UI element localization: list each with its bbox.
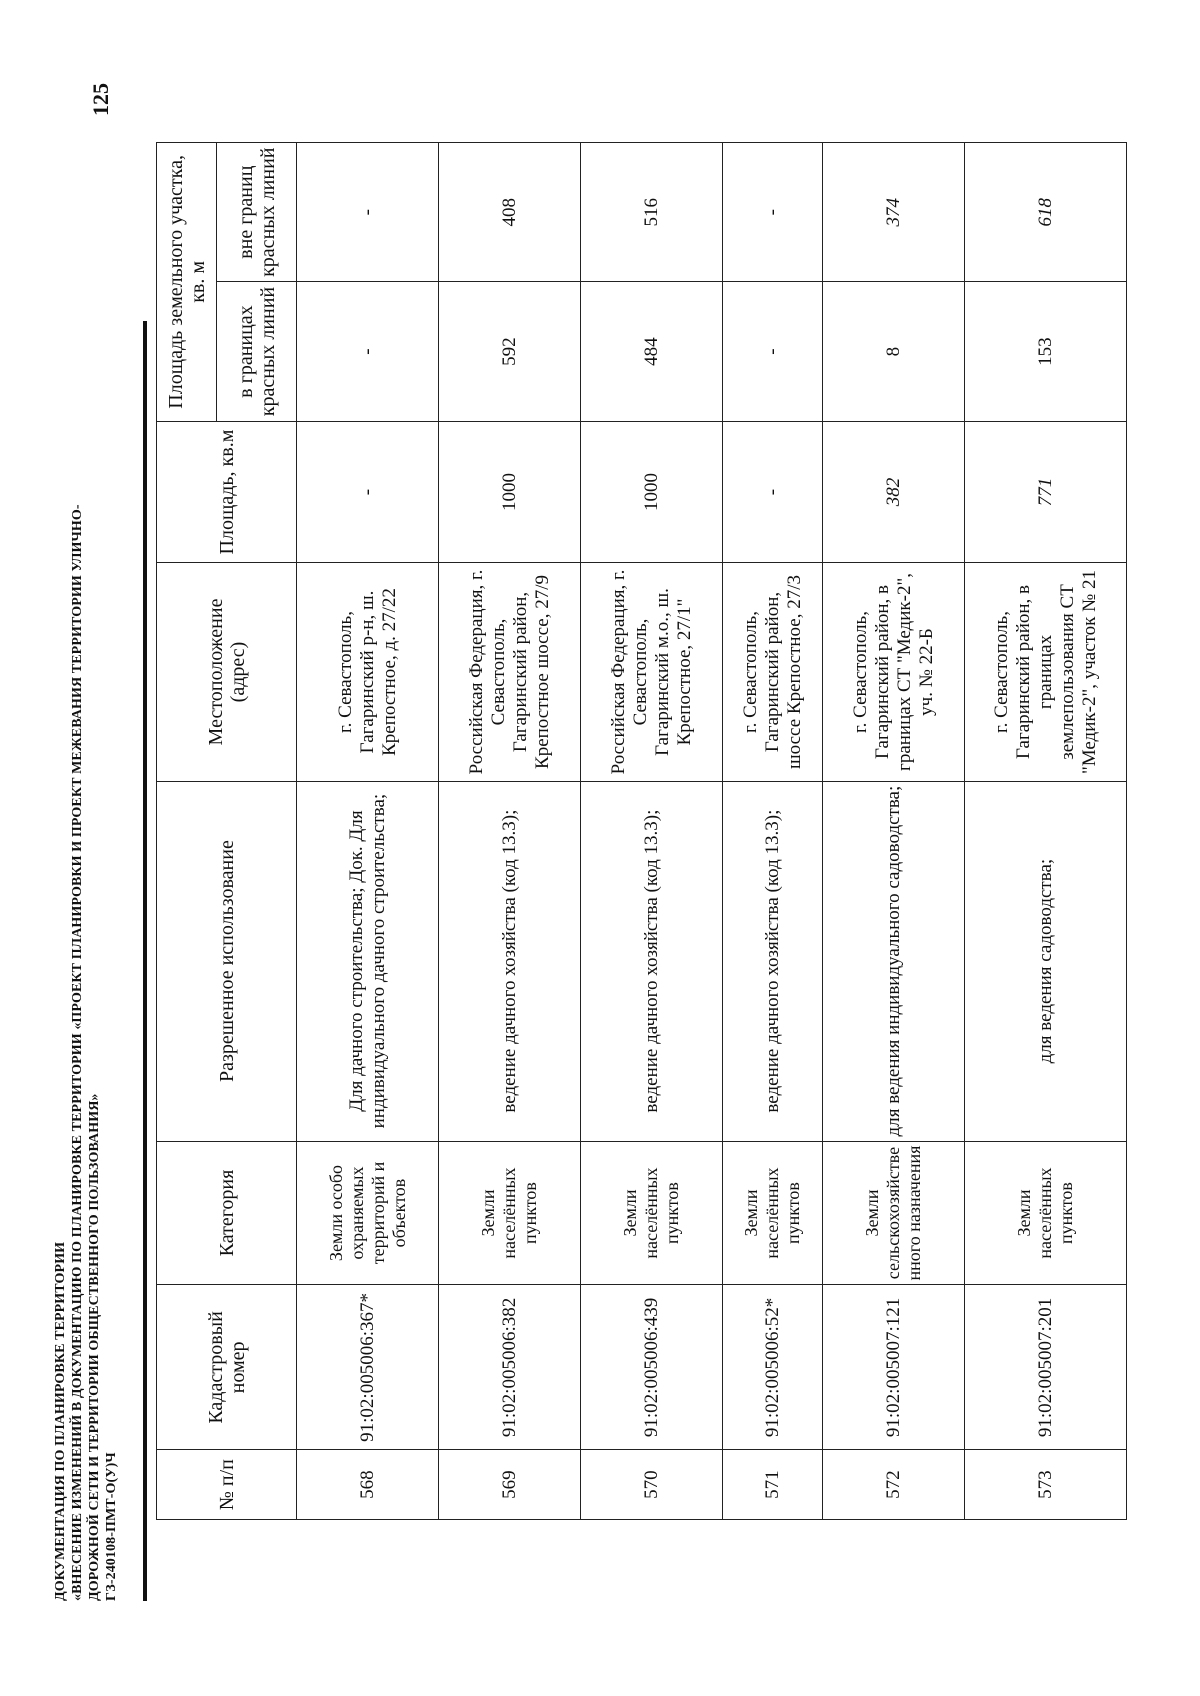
cell-num: 568 (297, 1450, 439, 1520)
cell-cadastral: 91:02:005006:382 (439, 1285, 581, 1450)
cell-area: 382 (823, 421, 965, 563)
table-row (439, 143, 581, 1520)
cell-category: Земли населённых пунктов (439, 1141, 581, 1285)
cell-location: г. Севастополь, Гагаринский р-н, ш. Крепостное, д. 27/22 (297, 563, 439, 781)
col-header-within-red-lines: в границах красных линий (217, 282, 297, 421)
cell-cadastral: 91:02:005006:439 (581, 1285, 723, 1450)
cell-cadastral: 91:02:005007:201 (965, 1285, 1127, 1450)
land-plots-table (156, 142, 1127, 1520)
cell-area: 771 (965, 421, 1127, 563)
cell-within-red-lines: 484 (581, 282, 723, 421)
cell-cadastral: 91:02:005007:121 (823, 1285, 965, 1450)
cell-permitted-use: для ведения индивидуального садоводства; (823, 781, 965, 1141)
cell-num: 571 (723, 1450, 823, 1520)
table-row (965, 143, 1127, 1520)
cell-category: Земли особо охраняемых территорий и объектов (297, 1141, 439, 1285)
cell-num: 569 (439, 1450, 581, 1520)
header-divider (143, 321, 147, 1601)
header-line-2: «ВНЕСЕНИЕ ИЗМЕНЕНИЙ В ДОКУМЕНТАЦИЮ ПО ПЛАНИРОВКЕ ТЕРРИТОРИИ «ПРОЕКТ ПЛАНИРОВКИ И ПРОЕКТ МЕЖЕВАНИЯ ТЕРРИТОРИИ УЛИЧНО- (70, 504, 85, 1601)
cell-category: Земли сельскохозяйстве нного назначения (823, 1141, 965, 1285)
cell-location: г. Севастополь, Гагаринский район, в границах СТ "Медик-2", уч. № 22-Б (823, 563, 965, 781)
cell-outside-red-lines: 408 (439, 143, 581, 282)
col-header-plot-area-group: Площадь земельного участка, кв. м (157, 143, 217, 422)
table-row (581, 143, 723, 1520)
cell-within-red-lines: - (297, 282, 439, 421)
cell-within-red-lines: 153 (965, 282, 1127, 421)
cell-area: - (723, 421, 823, 563)
cell-within-red-lines: - (723, 282, 823, 421)
cell-outside-red-lines: 374 (823, 143, 965, 282)
cell-category: Земли населённых пунктов (965, 1141, 1127, 1285)
cell-permitted-use: ведение дачного хозяйства (код 13.3); (723, 781, 823, 1141)
cell-within-red-lines: 592 (439, 282, 581, 421)
cell-area: 1000 (581, 421, 723, 563)
cell-location: Российская Федерация, г. Севастополь, Гагаринский район, Крепостное шоссе, 27/9 (439, 563, 581, 781)
page-number: 125 (88, 83, 113, 116)
cell-outside-red-lines: 618 (965, 143, 1127, 282)
cell-category: Земли населённых пунктов (723, 1141, 823, 1285)
cell-area: 1000 (439, 421, 581, 563)
document-header (52, 351, 120, 1601)
cell-outside-red-lines: - (297, 143, 439, 282)
cell-cadastral: 91:02:005006:52* (723, 1285, 823, 1450)
cell-location: г. Севастополь, Гагаринский район, шоссе Крепостное, 27/3 (723, 563, 823, 781)
cell-permitted-use: ведение дачного хозяйства (код 13.3); (439, 781, 581, 1141)
header-line-4: ГЗ-240108-ПМТ-О(У)Ч (104, 1452, 119, 1601)
col-header-cadastral: Кадастровый номер (157, 1285, 297, 1450)
table-row (823, 143, 965, 1520)
table-row (723, 143, 823, 1520)
cell-permitted-use: для ведения садоводства; (965, 781, 1127, 1141)
col-header-outside-red-lines: вне границ красных линий (217, 143, 297, 282)
cell-location: г. Севастополь, Гагаринский район, в границах землепользования СТ "Медик-2", участок № 21 (965, 563, 1127, 781)
table-row (297, 143, 439, 1520)
cell-within-red-lines: 8 (823, 282, 965, 421)
cell-num: 573 (965, 1450, 1127, 1520)
cell-outside-red-lines: 516 (581, 143, 723, 282)
col-header-category: Категория (157, 1141, 297, 1285)
cell-cadastral: 91:02:005006:367* (297, 1285, 439, 1450)
cell-category: Земли населённых пунктов (581, 1141, 723, 1285)
cell-outside-red-lines: - (723, 143, 823, 282)
col-header-permitted-use: Разрешенное использование (157, 781, 297, 1141)
cell-location: Российская Федерация, г. Севастополь, Гагаринский м.о., ш. Крепостное, 27/1" (581, 563, 723, 781)
cell-num: 570 (581, 1450, 723, 1520)
cell-area: - (297, 421, 439, 563)
col-header-location: Местоположение (адрес) (157, 563, 297, 781)
cell-num: 572 (823, 1450, 965, 1520)
col-header-num: № п/п (157, 1450, 297, 1520)
col-header-area: Площадь, кв.м (157, 421, 297, 563)
cell-permitted-use: Для дачного строительства; Док. Для индивидуального дачного строительства; (297, 781, 439, 1141)
header-line-1: ДОКУМЕНТАЦИЯ ПО ПЛАНИРОВКЕ ТЕРРИТОРИИ (53, 1241, 68, 1601)
header-line-3: ДОРОЖНОЙ СЕТИ И ТЕРРИТОРИИ ОБЩЕСТВЕННОГО ПОЛЬЗОВАНИЯ» (87, 1093, 102, 1601)
cell-permitted-use: ведение дачного хозяйства (код 13.3); (581, 781, 723, 1141)
